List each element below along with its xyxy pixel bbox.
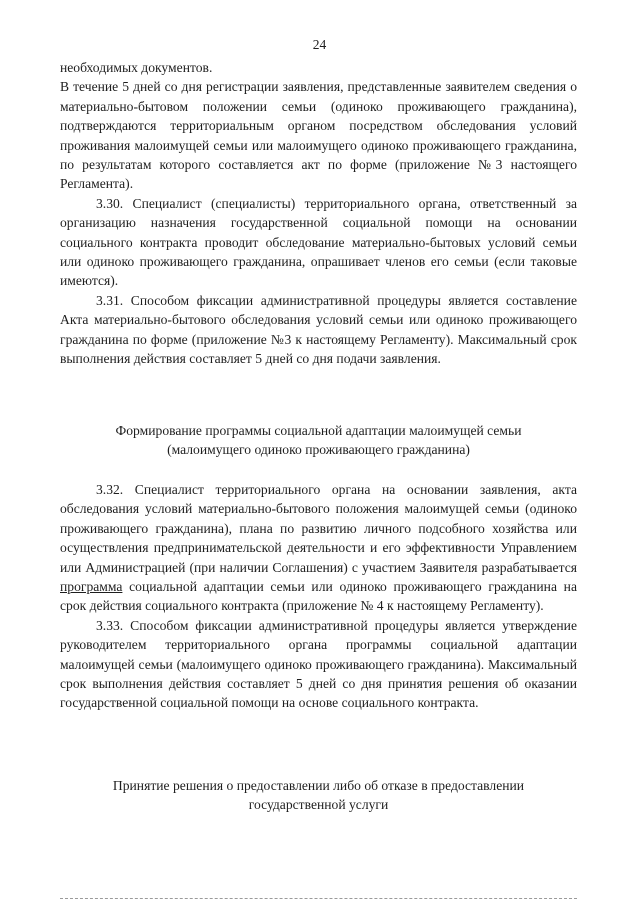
footer-dashed-rule [60,898,577,900]
text-block-1 [60,58,577,369]
section-heading-line-2: (малоимущего одиноко проживающего гражданина) [167,442,470,458]
paragraph-3-32-text-start: 3.32. Специалист территориального органа на основании заявления, акта обследования условий материально-бытового положения малоимущей семьи (одиноко проживающего гражданина), плана по развитию личного подсобного хозяйства или осуществления предпринимательской деятельности и его эффективности Управлением или Администрацией (при наличии Соглашения) с участием Заявителя разрабатывается [60,482,577,575]
paragraph-survey-period: В течение 5 дней со дня регистрации заявления, представленные заявителем сведения о материально-бытовом положении семьи (одиноко проживающего гражданина), подтверждаются территориальным органом посредством обследования условий проживания малоимущей семьи или малоимущего одиноко проживающего гражданина, по результатам которого составляется акт по форме (приложение №3 настоящего Регламента). [60,79,577,192]
paragraph-3-33: 3.33. Способом фиксации административной процедуры является утверждение руководителем территориального органа программы социальной адаптации малоимущей семьи (малоимущего одиноко проживающего гражданина). Максимальный срок выполнения действия составляет 5 дней со дня принятия решения об оказании государственной социальной помощи на основе социального контракта. [60,617,577,711]
text-block-2 [60,480,577,713]
program-link-text: программа [60,579,123,595]
section-heading-adaptation-program [60,421,577,460]
section-heading-line-1: Формирование программы социальной адаптации малоимущей семьи [115,423,522,438]
paragraph-3-32 [60,480,577,616]
paragraph-3-31: 3.31. Способом фиксации административной процедуры является составление Акта материально-бытового обследования условий семьи или одиноко проживающего гражданина по форме (приложение №3 к настоящему Регламенту). Максимальный срок выполнения действия составляет 5 дней со дня подачи заявления. [60,292,577,367]
paragraph-3-30: 3.30. Специалист (специалисты) территориального органа, ответственный за организацию назначения государственной социальной помощи на основании социального контракта проводит обследование материально-бытовых условий семьи или одиноко проживающего гражданина, опрашивает членов его семьи (если таковые имеются). [60,195,577,289]
paragraph-documents-end: необходимых документов. [60,60,213,75]
page-number: 24 [312,37,327,52]
section-heading-decision-line-2: государственной услуги [248,797,389,813]
paragraph-3-32-text-end: социальной адаптации семьи или одиноко проживающего гражданина на срок действия социального контракта (приложение № 4 к настоящему Регламенту). [60,579,577,614]
section-heading-decision [60,776,577,815]
section-heading-decision-line-1: Принятие решения о предоставлении либо об отказе в предоставлении [112,778,525,793]
